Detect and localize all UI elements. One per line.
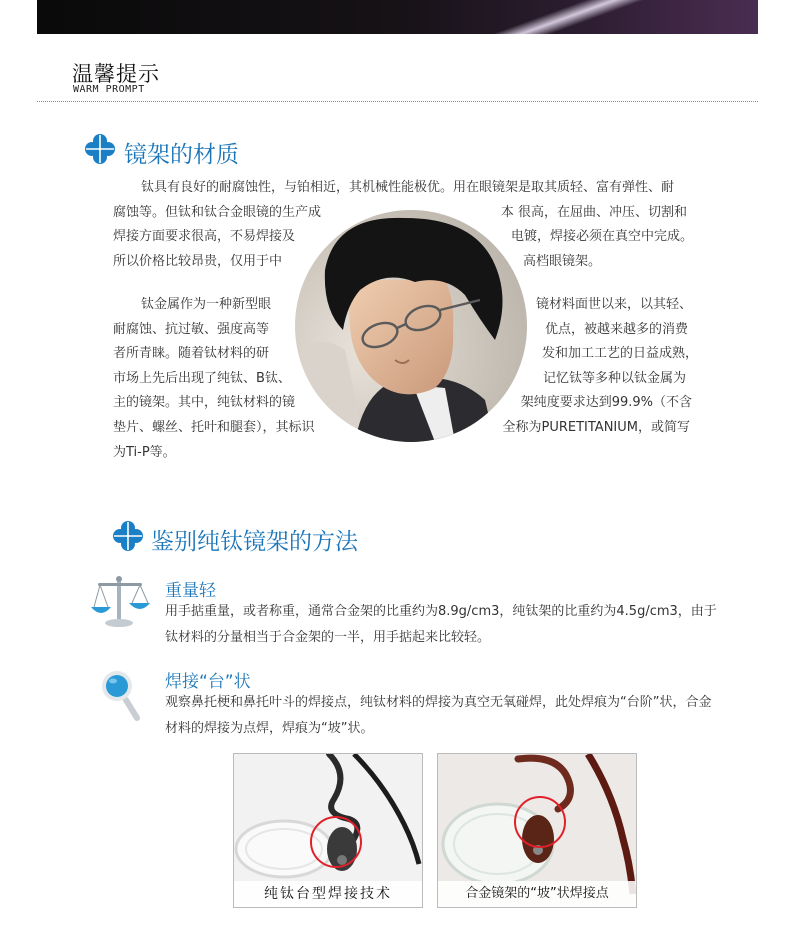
line-right-text: 电镀，焊接必须在真空中完成。 [510,229,693,245]
method-heading-platform-weld: 焊接“台”状 [165,672,251,692]
line-left-text: 焊接方面要求很高，不易焊接及 [113,229,296,245]
line-left-text: 主的镜架。其中，纯钛材料的镜 [113,395,296,411]
line-right-text: 架纯度要求达到99.9%（不含 [520,395,692,411]
method-text-line: 钛材料的分量相当于合金架的一半，用手掂起来比较轻。 [165,630,491,645]
photo-alloy-frame-weld [437,753,637,908]
method-heading-light-weight: 重量轻 [165,581,216,601]
method-text-line: 用手掂重量，或者称重，通常合金架的比重约为8.9g/cm3，纯钛架的比重约为4.5g/cm3，由于 [165,604,717,619]
balance-scale-icon [88,573,150,629]
section-title-material: 镜架的材质 [124,142,239,168]
magnifier-icon [99,668,143,722]
section-title-identify-method: 鉴别纯钛镜架的方法 [151,529,358,555]
line-left-text: 钛具有良好的耐腐蚀性，与铂相近，其机械性能极优。用在眼镜架是取其质轻、富有弹性、耐 [141,180,675,195]
line-right-text: 全称为PURETITANIUM，或简写 [502,419,690,435]
line-right-text: 记忆钛等多种以钛金属为 [542,370,686,386]
line-left-text: 所以价格比较昂贵，仅用于中 [113,253,283,269]
dotted-divider [37,101,758,102]
page-subtitle: WARM PROMPT [73,84,145,95]
photo-pure-titanium-weld [233,753,423,908]
line-left-text: 钛金属作为一种新型眼 [141,297,272,312]
line-left-text: 耐腐蚀、抗过敏、强度高等 [113,321,270,337]
method-text-platform-weld [165,690,711,742]
line-left-text: 为Ti-P等。 [113,444,176,460]
page-title: 温馨提示 [72,62,160,86]
paragraph-line [113,176,693,201]
line-right-text: 发和加工工艺的日益成熟， [541,346,698,362]
clover-icon [112,520,144,552]
method-text-line: 观察鼻托梗和鼻托叶斗的焊接点，纯钛材料的焊接为真空无氧碰焊，此处焊痕为“台阶”状，合金 [165,695,712,710]
line-right-text: 本 很高，在屈曲、冲压、切割和 [500,204,687,220]
top-banner-image [37,0,758,34]
photo-caption: 纯钛台型焊接技术 [234,881,422,907]
line-left-text: 垫片、螺丝、托叶和腿套），其标识 [113,419,315,435]
line-right-text: 镜材料面世以来，以其轻、 [535,297,692,312]
line-right-text: 优点，被越来越多的消费 [544,321,688,337]
method-text-light-weight [165,599,717,651]
method-text-line: 材料的焊接为点焊，焊痕为“坡”状。 [165,721,374,736]
line-left-text: 腐蚀等。但钛和钛合金眼镜的生产成 [113,204,322,220]
portrait-photo-man-with-glasses [295,210,527,442]
line-left-text: 市场上先后出现了纯钛、B钛、 [113,370,291,386]
banner-light-streak [468,0,668,34]
paragraph-line [113,441,698,466]
line-right-text: 高档眼镜架。 [522,253,601,269]
clover-icon [84,133,116,165]
line-left-text: 者所青睐。随着钛材料的研 [113,346,270,362]
photo-caption: 合金镜架的“坡”状焊接点 [438,881,636,907]
